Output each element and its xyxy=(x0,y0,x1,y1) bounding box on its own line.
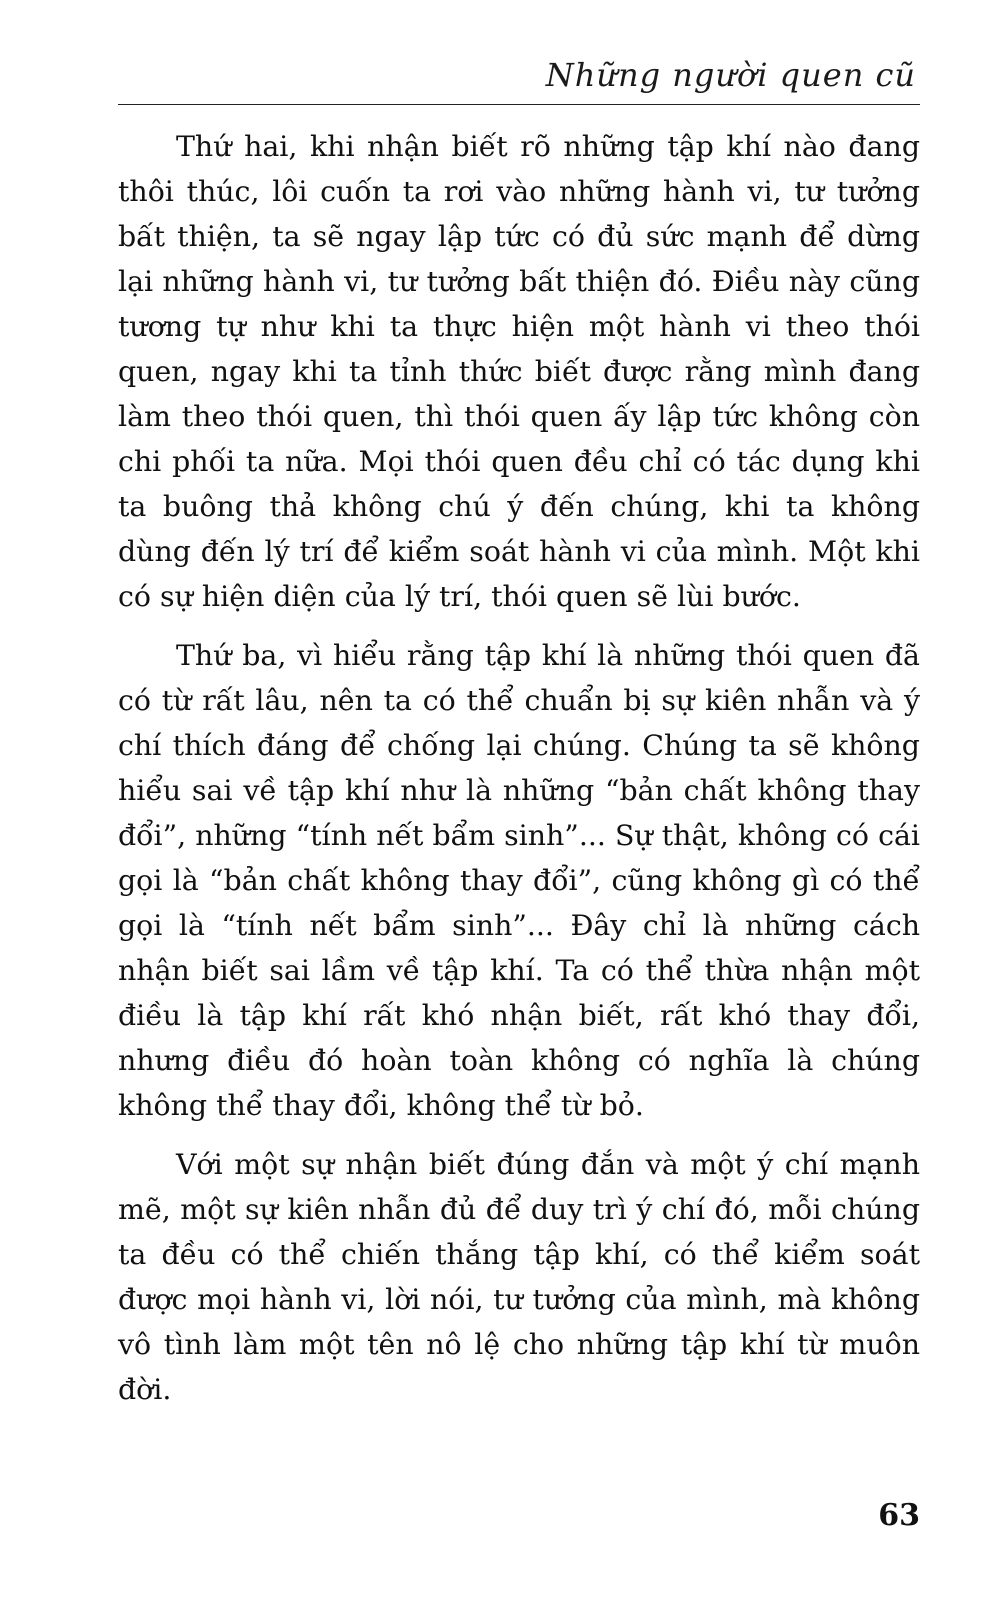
paragraph-3: Với một sự nhận biết đúng đắn và một ý chí mạnh mẽ, một sự kiên nhẫn đủ để duy trì ý chí đó, mỗi chúng ta đều có thể chiến thắng tập khí, có thể kiểm soát được mọi hành vi, lời nói, tư tưởng của mình, mà không vô tình làm một tên nô lệ cho những tập khí từ muôn đời. xyxy=(118,1148,920,1406)
page-number: 63 xyxy=(878,1498,920,1533)
paragraph-2: Thứ ba, vì hiểu rằng tập khí là những thói quen đã có từ rất lâu, nên ta có thể chuẩn bị sự kiên nhẫn và ý chí thích đáng để chống lại chúng. Chúng ta sẽ không hiểu sai về tập khí như là những “bản chất không thay đổi”, những “tính nết bẩm sinh”... Sự thật, không có cái gọi là “bản chất không thay đổi”, cũng không gì có thể gọi là “tính nết bẩm sinh”... Đây chỉ là những cách nhận biết sai lầm về tập khí. Ta có thể thừa nhận một điều là tập khí rất khó nhận biết, rất khó thay đổi, nhưng điều đó hoàn toàn không có nghĩa là chúng không thể thay đổi, không thể từ bỏ. xyxy=(118,639,920,1122)
running-header-title: Những người quen cũ xyxy=(545,56,916,94)
body-text xyxy=(118,124,920,1426)
paragraph-1: Thứ hai, khi nhận biết rõ những tập khí nào đang thôi thúc, lôi cuốn ta rơi vào những hành vi, tư tưởng bất thiện, ta sẽ ngay lập tức có đủ sức mạnh để dừng lại những hành vi, tư tưởng bất thiện đó. Điều này cũng tương tự như khi ta thực hiện một hành vi theo thói quen, ngay khi ta tỉnh thức biết được rằng mình đang làm theo thói quen, thì thói quen ấy lập tức không còn chi phối ta nữa. Mọi thói quen đều chỉ có tác dụng khi ta buông thả không chú ý đến chúng, khi ta không dùng đến lý trí để kiểm soát hành vi của mình. Một khi có sự hiện diện của lý trí, thói quen sẽ lùi bước. xyxy=(118,130,920,613)
running-header xyxy=(118,52,920,105)
